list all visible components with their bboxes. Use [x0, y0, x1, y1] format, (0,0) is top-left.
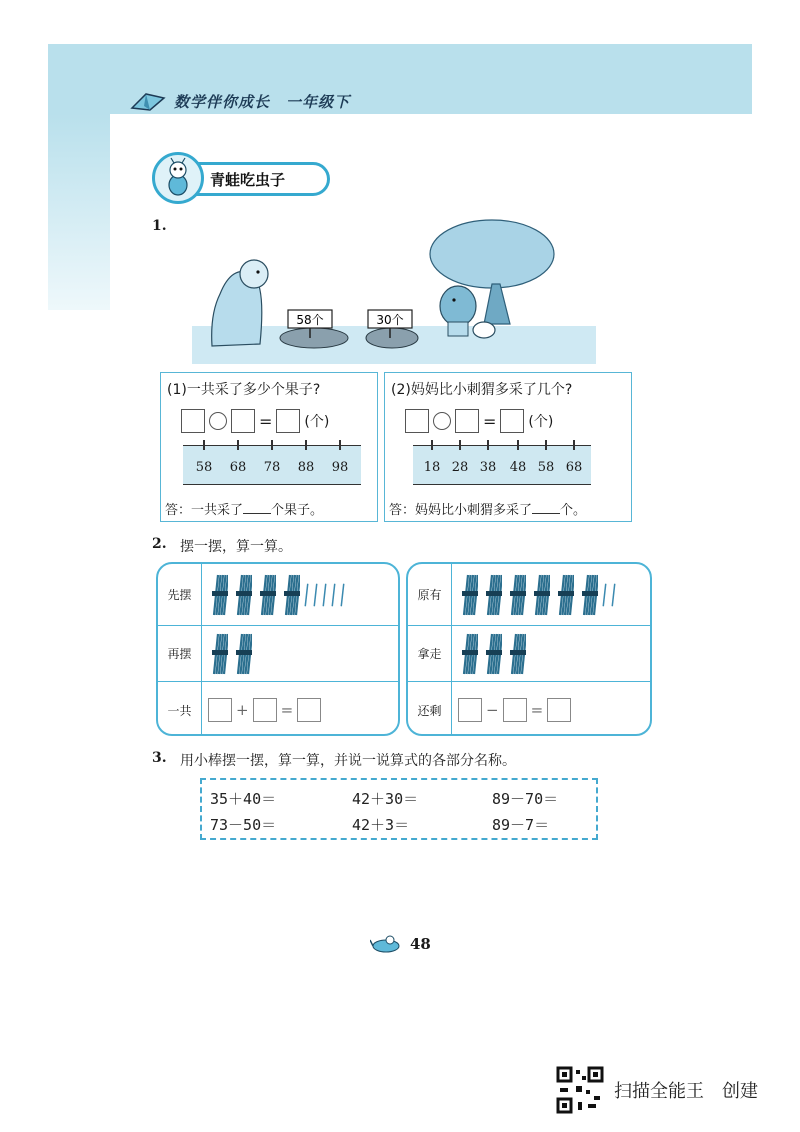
table-row — [158, 564, 398, 626]
single-stick-icon — [602, 576, 607, 614]
single-stick-icon — [340, 576, 345, 614]
stick-bundle-icon — [232, 632, 252, 676]
unit-label: (个) — [528, 414, 554, 430]
single-stick-icon — [331, 576, 336, 614]
airplane-mascot-icon — [370, 932, 404, 956]
ruler-label: 88 — [297, 460, 315, 475]
row-label: 还剩 — [408, 682, 452, 736]
answer-prefix: 答：一共采了 — [165, 503, 244, 518]
exercise-item: 35＋40＝ — [210, 790, 277, 808]
q1-part1-question: (1)一共采了多少个果子? — [167, 382, 321, 398]
side-band — [48, 114, 110, 310]
equals-sign: = — [483, 411, 497, 431]
stick-bundle-icon — [256, 573, 276, 617]
exercise-item: 89－70＝ — [492, 790, 559, 808]
q1-part2-box — [384, 372, 632, 522]
stick-bundle-icon — [208, 573, 228, 617]
stick-bundle-icon — [506, 632, 526, 676]
q3-text: 用小棒摆一摆，算一算，并说一说算式的各部分名称。 — [180, 753, 516, 769]
table-row — [408, 682, 650, 736]
qr-code-icon — [556, 1066, 604, 1114]
scanner-footer — [556, 1066, 758, 1114]
equation-cell — [208, 682, 398, 736]
q3-exercise-box — [200, 778, 598, 840]
ruler-label: 68 — [229, 460, 247, 475]
q1-part2-question: (2)妈妈比小刺猬多采了几个? — [391, 382, 573, 398]
ruler-label: 18 — [423, 460, 441, 475]
single-stick-icon — [313, 576, 318, 614]
stick-cell — [458, 564, 650, 625]
single-stick-icon — [304, 576, 309, 614]
equals-sign: = — [530, 701, 544, 719]
ruler-label: 98 — [331, 460, 349, 475]
ruler-label: 38 — [479, 460, 497, 475]
operator-circle[interactable] — [209, 412, 227, 430]
answer-box[interactable] — [297, 698, 321, 722]
q1-scene-illustration — [192, 214, 596, 364]
stick-bundle-icon — [208, 632, 228, 676]
stick-bundle-icon — [578, 573, 598, 617]
stick-bundle-icon — [554, 573, 574, 617]
row-label: 一共 — [158, 682, 202, 736]
answer-suffix: 个果子。 — [271, 503, 324, 518]
stick-cell — [208, 564, 398, 625]
table-row — [408, 564, 650, 626]
stick-bundle-icon — [458, 573, 478, 617]
q1-part2-equation — [405, 409, 553, 433]
ruler-label: 68 — [565, 460, 583, 475]
section-badge — [152, 152, 332, 204]
answer-box[interactable] — [405, 409, 429, 433]
basket-icon — [473, 322, 495, 338]
answer-blank[interactable] — [532, 502, 560, 514]
unit-label: (个) — [304, 414, 330, 430]
q1-number: 1. — [152, 218, 167, 234]
page-number-text: 48 — [410, 935, 431, 953]
ruler-label: 78 — [263, 460, 281, 475]
equation-cell — [458, 682, 650, 736]
stick-cell — [208, 626, 398, 681]
answer-box[interactable] — [208, 698, 232, 722]
stick-cell — [458, 626, 650, 681]
exercise-item: 89－7＝ — [492, 816, 550, 834]
ruler-label: 28 — [451, 460, 469, 475]
operator-circle[interactable] — [433, 412, 451, 430]
answer-blank[interactable] — [243, 502, 271, 514]
q1-part1-equation — [181, 409, 329, 433]
answer-box[interactable] — [503, 698, 527, 722]
equals-sign: = — [259, 411, 273, 431]
stick-bundle-icon — [530, 573, 550, 617]
stick-bundle-icon — [280, 573, 300, 617]
page-number — [370, 932, 431, 956]
stick-bundle-icon — [232, 573, 252, 617]
q2-text: 摆一摆，算一算。 — [180, 539, 292, 555]
equals-sign: = — [280, 701, 294, 719]
header-title — [130, 90, 350, 112]
q1-part1-ruler — [183, 445, 361, 485]
exercise-item: 42＋30＝ — [352, 790, 419, 808]
q1-part2-ruler — [413, 445, 591, 485]
q3-number: 3. — [152, 750, 167, 766]
scanner-footer-text: 扫描全能王 创建 — [614, 1081, 758, 1102]
ruler-label: 58 — [537, 460, 555, 475]
q1-part2-answer — [389, 499, 586, 518]
row-label: 原有 — [408, 564, 452, 625]
exercise-item: 42＋3＝ — [352, 816, 410, 834]
tree-crown — [430, 220, 554, 288]
answer-box[interactable] — [181, 409, 205, 433]
q1-part1-box — [160, 372, 378, 522]
header-title-text: 数学伴你成长 一年级下 — [174, 92, 351, 111]
bee-mascot-icon — [155, 155, 201, 201]
answer-suffix: 个。 — [560, 503, 587, 518]
single-stick-icon — [322, 576, 327, 614]
section-badge-circle — [152, 152, 204, 204]
book-logo-icon — [130, 90, 166, 112]
row-label: 先摆 — [158, 564, 202, 625]
answer-box[interactable] — [500, 409, 524, 433]
answer-box[interactable] — [231, 409, 255, 433]
answer-box[interactable] — [253, 698, 277, 722]
sign-30-text: 30个 — [376, 313, 404, 327]
answer-box[interactable] — [547, 698, 571, 722]
section-title: 青蛙吃虫子 — [210, 171, 286, 189]
answer-prefix: 答：妈妈比小刺猬多采了 — [389, 503, 533, 518]
q1-part1-answer — [165, 499, 323, 518]
table-row — [158, 626, 398, 682]
answer-box[interactable] — [455, 409, 479, 433]
single-stick-icon — [611, 576, 616, 614]
stick-bundle-icon — [482, 573, 502, 617]
table-row — [158, 682, 398, 736]
q2-left-table — [156, 562, 400, 736]
stick-bundle-icon — [506, 573, 526, 617]
mother-hedgehog-figure — [212, 260, 268, 346]
q2-number: 2. — [152, 536, 167, 552]
q2-right-table — [406, 562, 652, 736]
minus-sign: − — [486, 701, 499, 719]
sign-58-text: 58个 — [296, 313, 324, 327]
row-label: 拿走 — [408, 626, 452, 681]
exercise-item: 73－50＝ — [210, 816, 277, 834]
answer-box[interactable] — [458, 698, 482, 722]
stick-bundle-icon — [458, 632, 478, 676]
table-row — [408, 626, 650, 682]
row-label: 再摆 — [158, 626, 202, 681]
plus-sign: + — [236, 701, 249, 719]
ruler-label: 48 — [509, 460, 527, 475]
answer-box[interactable] — [276, 409, 300, 433]
ruler-label: 58 — [195, 460, 213, 475]
stick-bundle-icon — [482, 632, 502, 676]
